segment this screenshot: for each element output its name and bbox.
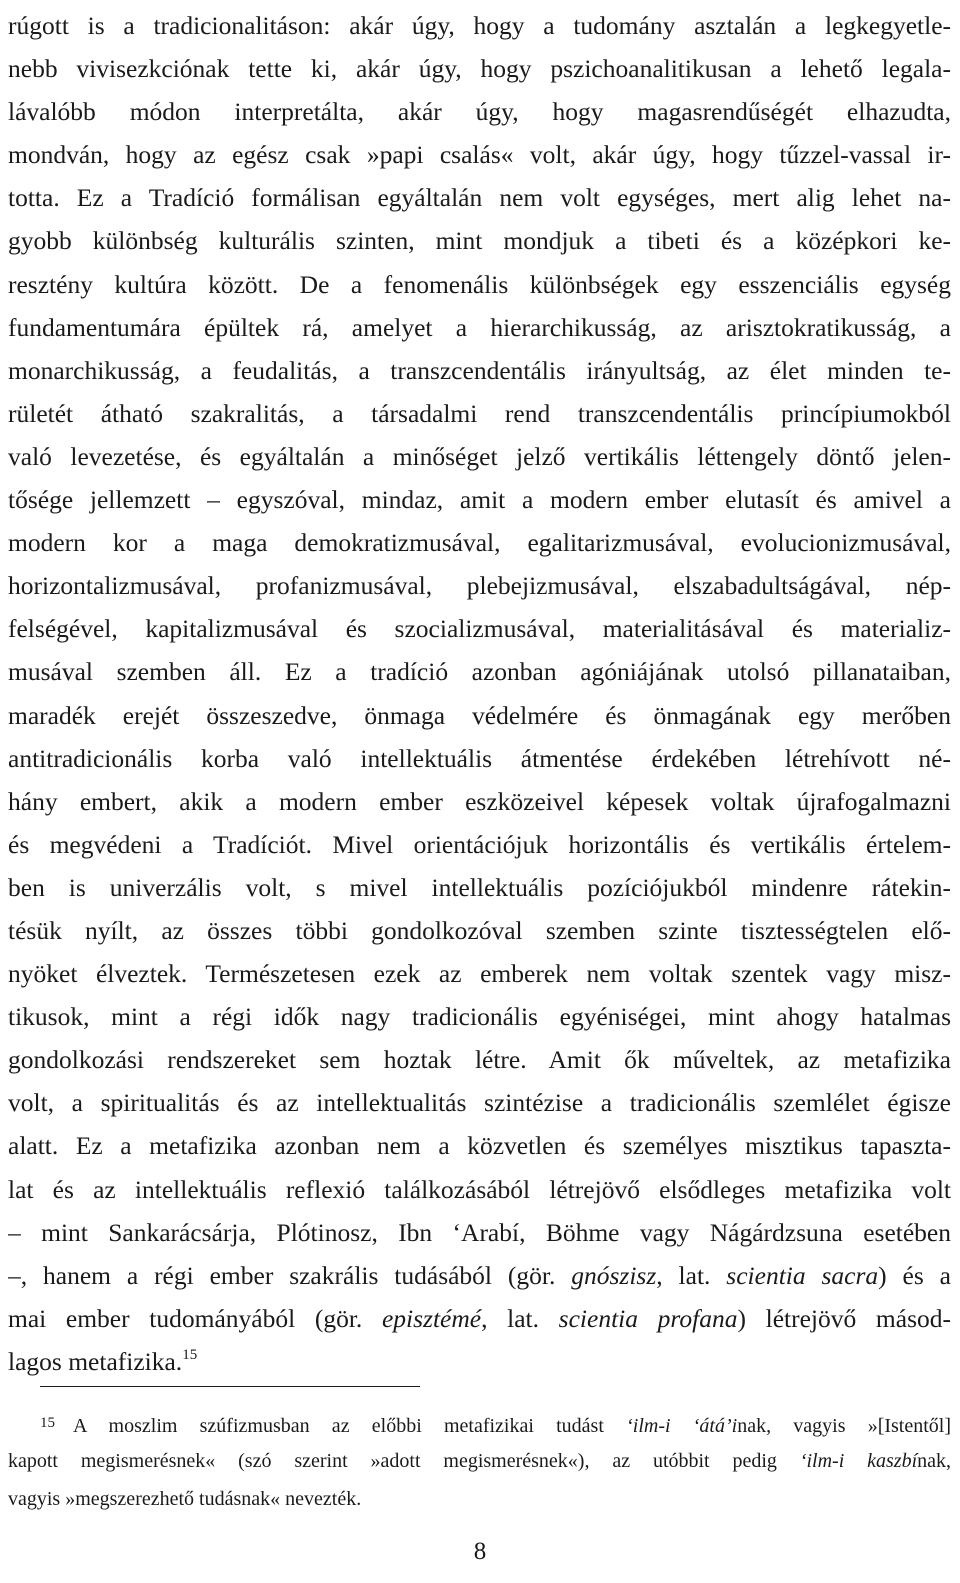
text-segment: lagos metafizika. <box>8 1346 183 1376</box>
text-segment: kapott megismerésnek« (szó szerint »adott megismerésnek«), az utóbbit pedig <box>8 1450 800 1472</box>
italic-term: ‘ilm-i kaszbí <box>799 1450 918 1472</box>
text-segment: A moszlim szúfizmusban az előbbi metafizikai tudást <box>73 1415 627 1437</box>
text-line <box>8 1297 951 1340</box>
italic-term: scientia sacra <box>726 1260 879 1290</box>
italic-term: episztémé <box>381 1303 482 1333</box>
text-line: gyobb különbség kulturális szinten, mint mondjuk a tibeti és a középkori ke- <box>8 226 951 256</box>
text-line: totta. Ez a Tradíció formálisan egyáltalán nem volt egységes, mert alig lehet na- <box>8 183 951 213</box>
footnote-separator <box>40 1386 420 1387</box>
text-line: gondolkozási rendszereket sem hoztak létre. Amit ők műveltek, az metafizika <box>8 1045 951 1075</box>
text-line: felségével, kapitalizmusával és szocializmusával, materialitásával és materializ- <box>8 614 951 644</box>
text-line: lávalóbb módon interpretálta, akár úgy, hogy magasrendűségét elhazudta, <box>8 97 951 127</box>
text-line: horizontalizmusával, profanizmusával, plebejizmusával, elszabadultságával, nép- <box>8 571 951 601</box>
text-line: ben is univerzális volt, s mivel intellektuális pozíciójukból mindenre rátekin- <box>8 872 951 902</box>
page-number: 8 <box>473 1538 487 1565</box>
text-line: tősége jellemzett – egyszóval, mindaz, amit a modern ember elutasít és amivel a <box>8 485 951 515</box>
text-line: volt, a spiritualitás és az intellektualitás szintézise a tradicionális szemlélet égisze <box>8 1088 951 1118</box>
text-segment: , lat. <box>481 1303 559 1333</box>
text-line: mondván, hogy az egész csak »papi csalás« volt, akár úgy, hogy tűzzel-vassal ir- <box>8 140 951 170</box>
text-line: musával szemben áll. Ez a tradíció azonban agóniájának utolsó pillanataiban, <box>8 657 951 687</box>
footnote-reference[interactable]: 15 <box>182 1346 198 1363</box>
text-line: monarchikusság, a feudalitás, a transzcendentális irányultság, az élet minden te- <box>8 355 951 385</box>
text-line <box>8 1254 951 1297</box>
text-line: nebb vivisezkciónak tette ki, akár úgy, hogy pszichoanalitikusan a lehető legala- <box>8 54 951 84</box>
text-line: – mint Sankarácsárja, Plótinosz, Ibn ‘Arabí, Böhme vagy Nágárdzsuna esetében <box>8 1217 951 1247</box>
text-line: és megvédeni a Tradíciót. Mivel orientációjuk horizontális és vertikális értelem- <box>8 829 951 859</box>
text-line: modern kor a maga demokratizmusával, egalitarizmusával, evolucionizmusával, <box>8 528 951 558</box>
text-line: nyöket élveztek. Természetesen ezek az emberek nem voltak szentek vagy misz- <box>8 959 951 989</box>
text-line: tésük nyílt, az összes többi gondolkozóval szemben szinte tisztességtelen elő- <box>8 915 951 945</box>
text-segment: nak, vagyis »[Istentől] <box>737 1415 951 1437</box>
text-segment: nak, <box>917 1450 951 1472</box>
text-line: antitradicionális korba való intellektuális átmentése érdekében létrehívott né- <box>8 743 951 773</box>
text-line: lat és az intellektuális reflexió találkozásából létrejövő elsődleges metafizika volt <box>8 1174 951 1204</box>
italic-term: gnószisz <box>571 1260 657 1290</box>
main-text <box>8 4 951 1383</box>
text-line: fundamentumára épültek rá, amelyet a hierarchikusság, az arisztokratikusság, a <box>8 312 951 342</box>
text-line: hány embert, akik a modern ember eszközeivel képesek voltak újrafogalmazni <box>8 786 951 816</box>
text-line: rúgott is a tradicionalitáson: akár úgy, hogy a tudomány asztalán a legkegyetle- <box>8 11 951 40</box>
footnote-number: 15 <box>40 1415 55 1431</box>
text-segment: , lat. <box>656 1260 727 1290</box>
text-line <box>8 1340 951 1383</box>
footnote-line <box>8 1404 951 1442</box>
text-line: maradék erejét összeszedve, önmaga védelmére és önmagának egy merőben <box>8 700 951 730</box>
footnote-line: vagyis »megszerezhető tudásnak« nevezték. <box>8 1488 362 1510</box>
text-segment: mai ember tudományából (gör. <box>8 1303 382 1333</box>
text-line: tikusok, mint a régi idők nagy tradicionális egyéniségei, mint ahogy hatalmas <box>8 1002 951 1032</box>
italic-term: scientia profana <box>558 1303 738 1333</box>
text-segment: ) és a <box>878 1260 951 1290</box>
text-line: rületét átható szakralitás, a társadalmi rend transzcendentális princípiumokból <box>8 398 951 428</box>
footnote <box>8 1404 951 1518</box>
text-segment: ) létrejövő másod- <box>737 1303 951 1333</box>
text-segment: –, hanem a régi ember szakrális tudásából (gör. <box>8 1260 572 1290</box>
text-line: való levezetése, és egyáltalán a minőséget jelző vertikális léttengely döntő jelen- <box>8 441 951 471</box>
footnote-line <box>8 1442 951 1480</box>
italic-term: ‘ilm-i ‘átá’i <box>626 1415 738 1437</box>
text-line: resztény kultúra között. De a fenomenális különbségek egy esszenciális egység <box>8 269 951 299</box>
text-line: alatt. Ez a metafizika azonban nem a közvetlen és személyes misztikus tapaszta- <box>8 1131 951 1161</box>
